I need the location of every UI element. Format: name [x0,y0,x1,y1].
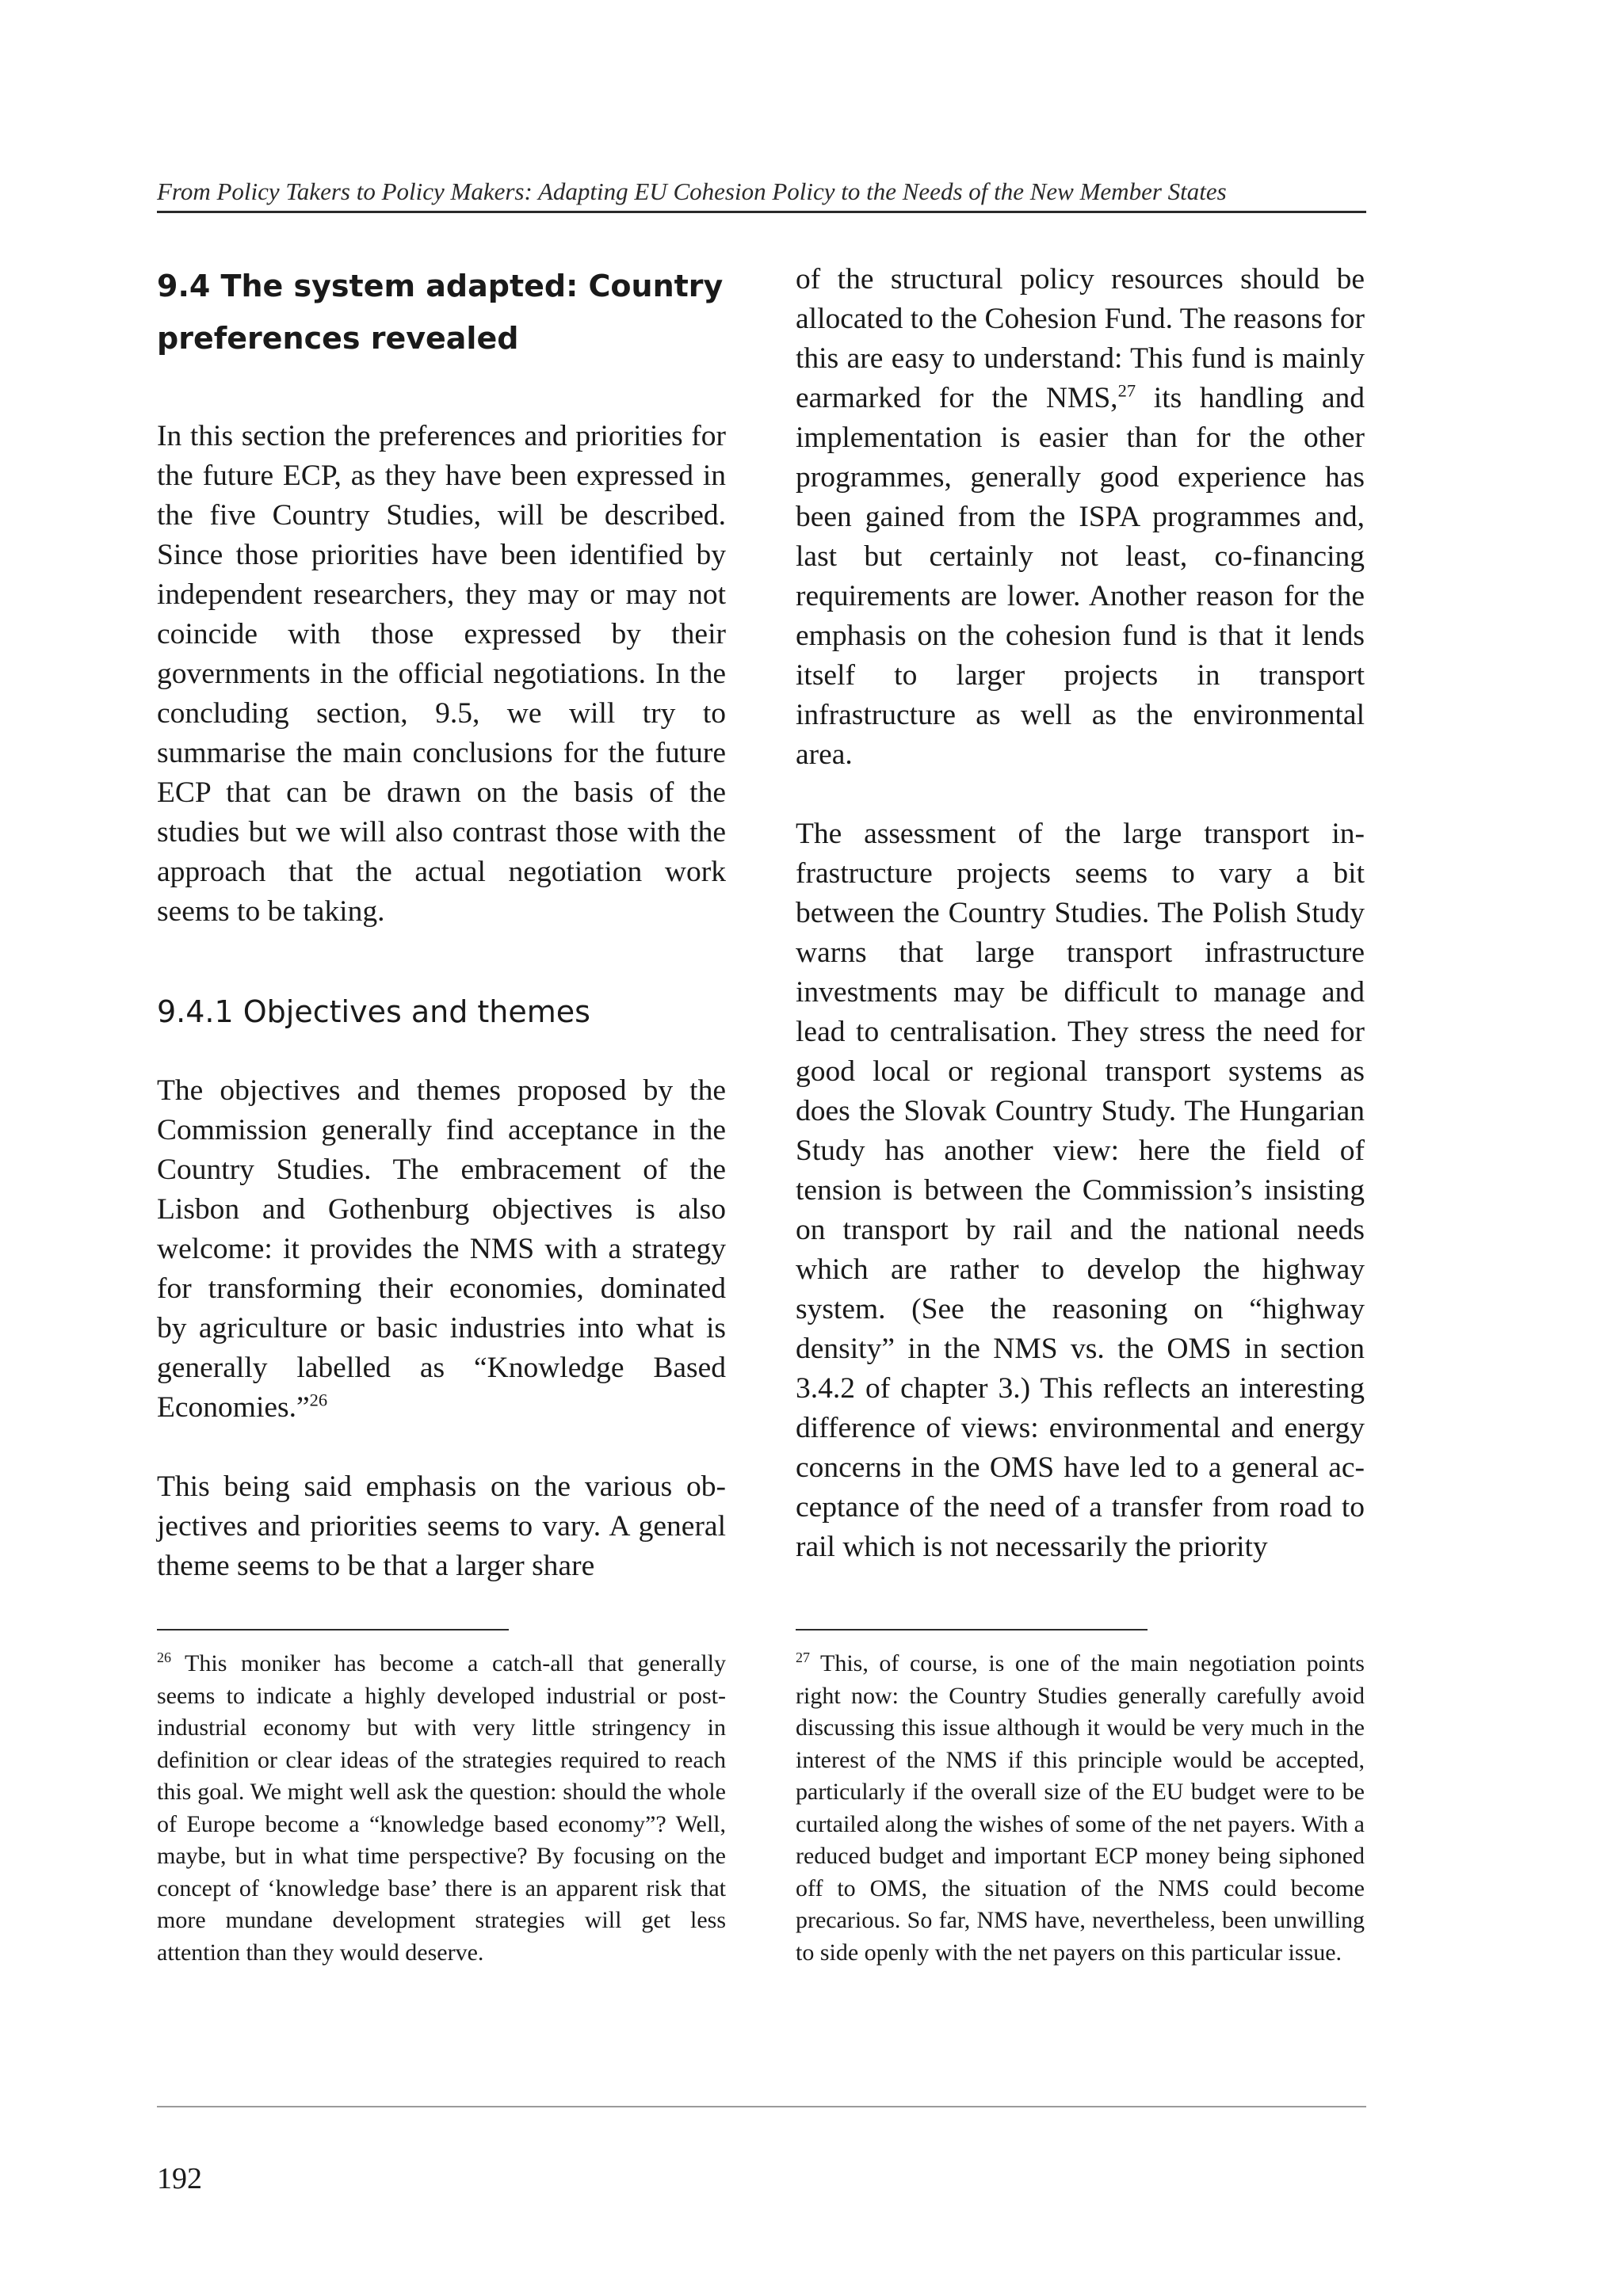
footnote-ref-27: 27 [1117,380,1136,401]
footnote-26-number: 26 [157,1650,171,1665]
footnote-27-text: This, of course, is one of the main negotiation points right now: the Country Studies generally carefully avoid discussing this issue although it would be very much in the interest of the NMS if this principle would be accepted, particularly if the overall size of the EU budget were to be curtailed along the wishes of some of the net payers. With a reduced budget and important ECP money being siphoned off to OMS, the situation of the NMS could become precarious. So far, NMS have, nevertheless, been unwilling to side openly with the net payers on this particular issue. [796,1650,1365,1966]
footnote-rule-right [796,1629,1148,1630]
footnote-26-area [157,1629,726,1969]
section-heading: 9.4 The system adapted: Country preferences revealed [157,269,724,356]
left-column [157,260,726,1586]
cohesion-text-start: of the structural policy resources should be allocated to the Cohesion Fund. The reasons for this are easy to understand: This fund is mainly earmarked for the NMS, [796,263,1365,414]
footnote-26-text: This moniker has become a catch-all that generally seems to indicate a highly developed industrial or post-industrial economy but with very little stringency in definition or clear ideas of the strategies required to reach this goal. We might well ask the question: should the whole of Europe become a “knowledge based economy”? Well, maybe, but in what time perspective? By focusing on the concept of ‘knowledge base’ there is an apparent risk that more mundane development strategies will get less attention than they would deserve. [157,1650,726,1966]
footnote-26 [157,1648,726,1969]
objectives-paragraph [157,1071,726,1428]
right-column [796,260,1365,1567]
footnote-27 [796,1648,1365,1969]
transport-paragraph: The assessment of the large transport infrastructure projects seems to vary a bit between the Country Studies. The Polish Study warns that large transport infrastructure investments may be difficult to manage and lead to centralisation. They stress the need for good local or regional transport systems as does the Slovak Country Study. The Hungarian Study has another view: here the field of tension is between the Commission’s insisting on transport by rail and the national needs which are rather to develop the highway system. (See the reasoning on “highway density” in the NMS vs. the OMS in section 3.4.2 of chapter 3.) This reflects an interesting difference of views: environmental and energy concerns in the OMS have led to a general acceptance of the need of a transfer from road to rail which is not necessarily the priority [796,818,1365,1563]
footnote-rule-left [157,1629,509,1630]
cohesion-paragraph [796,260,1365,775]
header-rule [157,211,1366,213]
footnote-ref-26: 26 [309,1390,328,1410]
footnote-27-number: 27 [796,1650,810,1665]
subsection-heading: 9.4.1 Objectives and themes [157,994,590,1029]
footnote-27-area [796,1629,1365,1969]
emphasis-paragraph: This being said emphasis on the various objectives and priorities seems to vary. A general theme seems to be that a larger share [157,1470,726,1582]
footer-rule [157,2106,1366,2107]
objectives-text: The objectives and themes proposed by the Commission generally find acceptance in the Country Studies. The embracement of the Lisbon and Gothenburg objectives is also welcome: it provides the NMS with a strategy for transforming their economies, dominated by agriculture or basic industries into what is generally labelled as “Knowledge Based Economies.” [157,1074,726,1424]
cohesion-text-end: its handling and implementation is easier than for the other programmes, generally good experience has been gained from the ISPA programmes and, last but certainly not least, co-financing requirements are lower. Another reason for the emphasis on the cohesion fund is that it lends itself to larger projects in transport infrastructure as well as the environmental area. [796,382,1365,771]
running-header: From Policy Takers to Policy Makers: Adapting EU Cohesion Policy to the Needs of the New Member States [157,177,1227,205]
page-number: 192 [157,2162,202,2195]
intro-paragraph: In this section the preferences and priorities for the future ECP, as they have been expressed in the five Country Studies, will be described. Since those priorities have been identified by independent researchers, they may or may not coincide with those expressed by their governments in the official negotiations. In the concluding section, 9.5, we will try to summarise the main conclusions for the future ECP that can be drawn on the basis of the studies but we will also contrast those with the approach that the actual negotiation work seems to be taking. [157,420,726,928]
